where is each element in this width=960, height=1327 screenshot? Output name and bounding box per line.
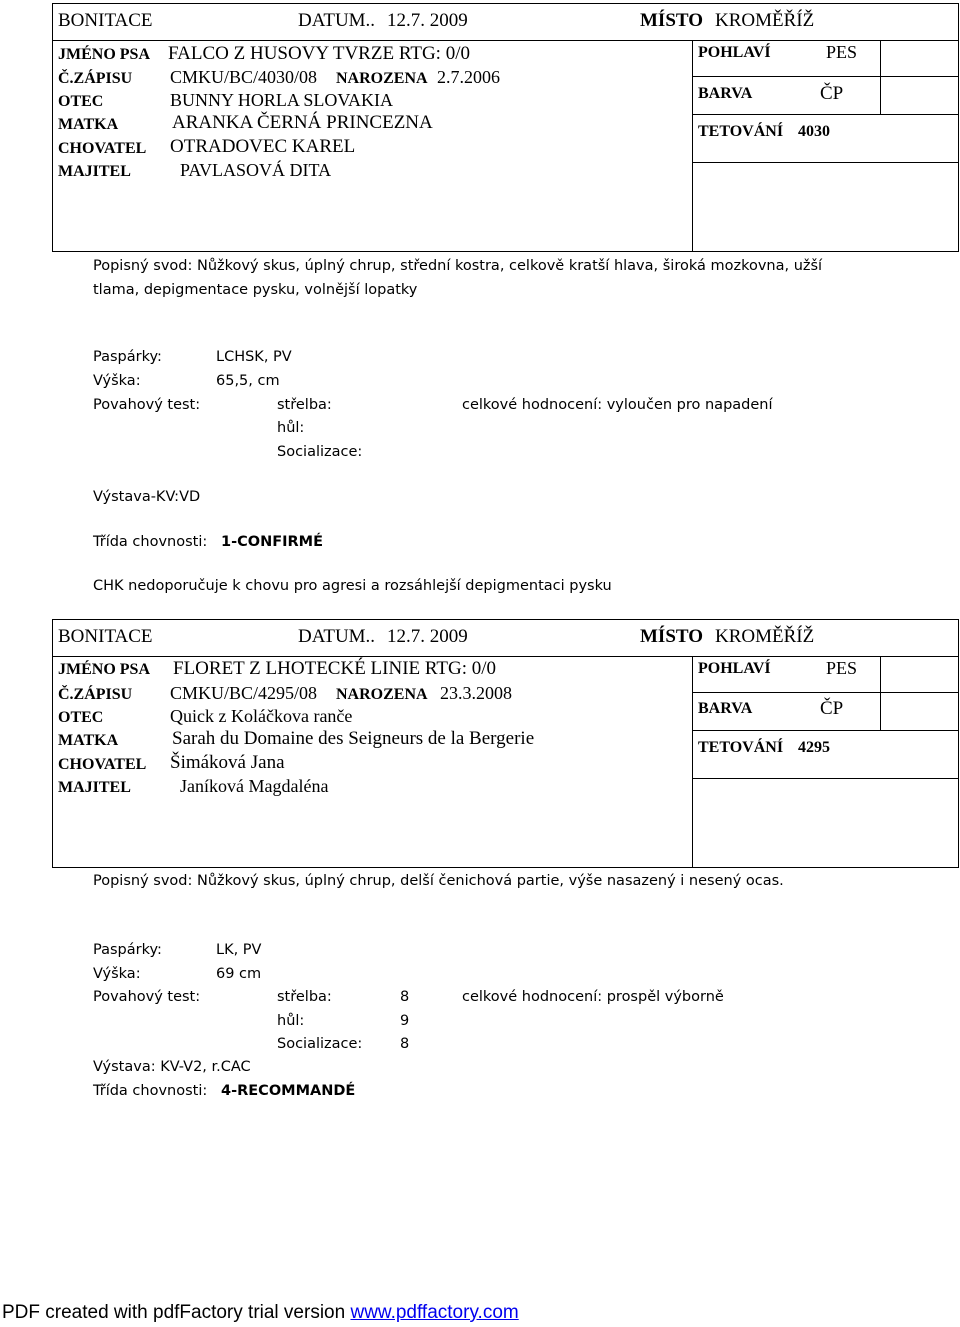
record-2-jmeno-label: JMÉNO PSA: [58, 661, 150, 678]
record-1-zapis-label: Č.ZÁPISU: [58, 70, 133, 87]
record-1-strelba-label: střelba:: [277, 397, 332, 413]
record-1-barva-label: BARVA: [698, 85, 753, 102]
record-2-narozena-label: NAROZENA: [336, 686, 428, 703]
record-2-vyska: 69 cm: [216, 966, 262, 982]
record-2-majitel: Janíková Magdaléna: [180, 776, 329, 796]
record-1-socializace-label: Socializace:: [277, 444, 363, 460]
record-2-strelba-label: střelba:: [277, 989, 332, 1005]
record-1-matka-label: MATKA: [58, 116, 119, 133]
record-1-jmeno: FALCO Z HUSOVY TVRZE RTG: 0/0: [168, 43, 470, 64]
record-2-hul-label: hůl:: [277, 1013, 305, 1029]
record-1-narozena: 2.7.2006: [437, 67, 500, 87]
record-1-misto-label: MÍSTO: [640, 10, 704, 31]
record-2-chovatel-label: CHOVATEL: [58, 756, 147, 773]
record-1-popis-line-2: tlama, depigmentace pysku, volnější lopatky: [93, 282, 418, 298]
record-1-cp: ČP: [820, 83, 844, 104]
record-2-side-line-1: [692, 692, 959, 693]
record-1-datum: 12.7. 2009: [387, 10, 468, 31]
record-1-divider: [692, 40, 693, 252]
record-2-strelba: 8: [400, 989, 410, 1005]
record-1-hul-label: hůl:: [277, 420, 305, 436]
record-2-hul: 9: [400, 1013, 410, 1029]
record-1-hodnoceni: celkové hodnocení: vyloučen pro napadení: [462, 397, 773, 413]
record-1-trida-label: Třída chovnosti:: [93, 534, 208, 550]
record-2-otec-label: OTEC: [58, 709, 104, 726]
record-1-side-line-1: [692, 76, 959, 77]
record-1-bonitace: BONITACE: [58, 10, 153, 31]
record-1-zapis: CMKU/BC/4030/08: [170, 67, 318, 87]
record-1-side-line-3: [692, 162, 959, 163]
record-2-barva-label: BARVA: [698, 700, 753, 717]
record-2-divider: [692, 656, 693, 868]
record-1-pohlavi: PES: [826, 42, 858, 62]
record-2-paspárky: LK, PV: [216, 942, 262, 958]
record-2-header-box: [52, 619, 959, 657]
record-2-cp: ČP: [820, 698, 844, 719]
record-1-otec: BUNNY HORLA SLOVAKIA: [170, 90, 394, 110]
record-1-chovatel-label: CHOVATEL: [58, 140, 147, 157]
record-2-zapis: CMKU/BC/4295/08: [170, 683, 318, 703]
record-2-misto-label: MÍSTO: [640, 626, 704, 647]
record-2-matka-label: MATKA: [58, 732, 119, 749]
record-1-tetovani: 4030: [798, 123, 830, 140]
record-1-tetovani-label: TETOVÁNÍ: [698, 123, 784, 140]
pdf-footer: [2, 1302, 519, 1324]
record-1-datum-label: DATUM..: [298, 10, 376, 31]
record-2-pohlavi-label: POHLAVÍ: [698, 660, 771, 677]
record-1-paspárky: LCHSK, PV: [216, 349, 292, 365]
record-1-side-vline-1: [880, 40, 881, 76]
record-1-pohlavi-label: POHLAVÍ: [698, 44, 771, 61]
record-2-pohlavi: PES: [826, 658, 858, 678]
record-2-tetovani-label: TETOVÁNÍ: [698, 739, 784, 756]
record-2-side-line-2: [692, 730, 959, 731]
record-2-side-vline-2: [880, 692, 881, 730]
record-2-trida-label: Třída chovnosti:: [93, 1083, 208, 1099]
record-2-zapis-label: Č.ZÁPISU: [58, 686, 133, 703]
record-1-test-label: Povahový test:: [93, 397, 201, 413]
record-2-narozena: 23.3.2008: [440, 683, 512, 703]
record-2-otec: Quick z Koláčkova ranče: [170, 706, 353, 726]
record-1-vystava: Výstava-KV:VD: [93, 489, 201, 505]
record-1-popis-line-1: Popisný svod: Nůžkový skus, úplný chrup, střední kostra, celkově kratší hlava, široká mozkovna, užší: [93, 258, 823, 274]
record-1-vyska-label: Výška:: [93, 373, 141, 389]
record-2-trida: 4-RECOMMANDÉ: [221, 1083, 356, 1099]
record-2-test-label: Povahový test:: [93, 989, 201, 1005]
record-2-socializace: 8: [400, 1036, 410, 1052]
record-1-header-box: [52, 3, 959, 41]
record-1-majitel-label: MAJITEL: [58, 163, 131, 180]
record-2-matka: Sarah du Domaine des Seigneurs de la Bergerie: [172, 728, 535, 749]
record-2-misto: KROMĚŘÍŽ: [715, 626, 815, 647]
record-2-popis-line-1: Popisný svod: Nůžkový skus, úplný chrup, delší čenichová partie, výše nasazený i nesený ocas.: [93, 873, 784, 889]
record-2-side-line-3: [692, 778, 959, 779]
record-2-chovatel: Šimáková Jana: [170, 752, 285, 773]
record-1-paspárky-label: Paspárky:: [93, 349, 162, 365]
record-1-misto: KROMĚŘÍŽ: [715, 10, 815, 31]
record-2-datum: 12.7. 2009: [387, 626, 468, 647]
footer-text: PDF created with pdfFactory trial version: [2, 1302, 351, 1323]
record-2-paspárky-label: Paspárky:: [93, 942, 162, 958]
record-2-hodnoceni: celkové hodnocení: prospěl výborně: [462, 989, 724, 1005]
record-1-side-line-2: [692, 114, 959, 115]
record-1-majitel: PAVLASOVÁ DITA: [180, 160, 332, 180]
record-1-matka: ARANKA ČERNÁ PRINCEZNA: [172, 112, 433, 133]
record-1-trida: 1-CONFIRMÉ: [221, 534, 324, 550]
record-2-vystava: Výstava: KV-V2, r.CAC: [93, 1059, 251, 1075]
record-2-bonitace: BONITACE: [58, 626, 153, 647]
record-2-tetovani: 4295: [798, 739, 830, 756]
record-2-socializace-label: Socializace:: [277, 1036, 363, 1052]
record-1-narozena-label: NAROZENA: [336, 70, 428, 87]
record-2-jmeno: FLORET Z LHOTECKÉ LINIE RTG: 0/0: [173, 658, 497, 679]
record-1-chovatel: OTRADOVEC KAREL: [170, 136, 356, 157]
record-1-poznamka: CHK nedoporučuje k chovu pro agresi a rozsáhlejší depigmentaci pysku: [93, 578, 612, 594]
footer-link[interactable]: www.pdffactory.com: [350, 1302, 519, 1323]
record-1-otec-label: OTEC: [58, 93, 104, 110]
record-2-vyska-label: Výška:: [93, 966, 141, 982]
record-2-majitel-label: MAJITEL: [58, 779, 131, 796]
record-2-datum-label: DATUM..: [298, 626, 376, 647]
record-2-side-vline-1: [880, 656, 881, 692]
record-1-vyska: 65,5, cm: [216, 373, 280, 389]
record-1-jmeno-label: JMÉNO PSA: [58, 46, 150, 63]
record-1-side-vline-2: [880, 76, 881, 114]
